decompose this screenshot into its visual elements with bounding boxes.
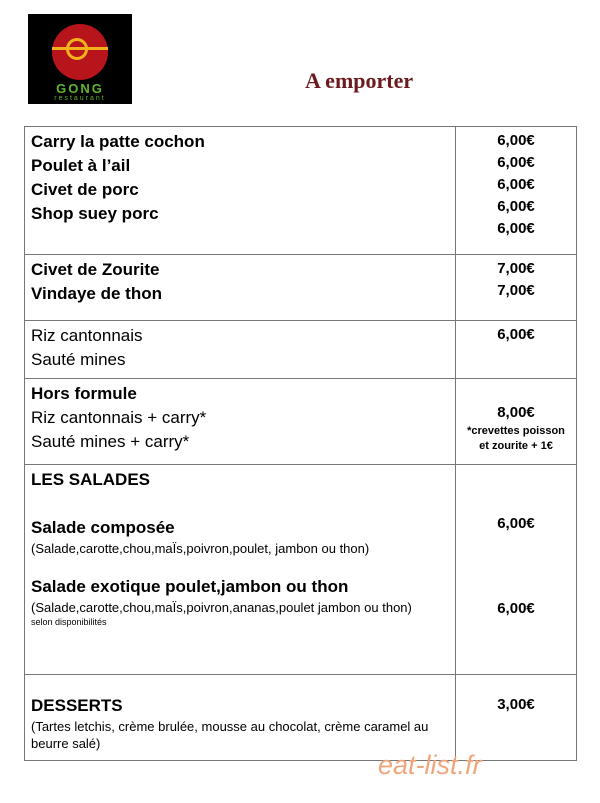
menu-prices-cell — [456, 127, 577, 255]
menu-item: Carry la patte cochon — [31, 132, 205, 151]
menu-item: Riz cantonnais + carry* — [31, 408, 207, 427]
menu-items-cell — [25, 127, 456, 255]
salade-name: Salade exotique poulet,jambon ou thon — [31, 577, 349, 596]
menu-row-hors-formule — [25, 379, 577, 465]
menu-items-cell — [25, 379, 456, 465]
logo-brand-text: GONG — [56, 81, 104, 96]
menu-price: 7,00€ — [497, 260, 535, 277]
menu-prices-cell — [456, 255, 577, 321]
menu-row-desserts — [25, 675, 577, 761]
menu-items-cell — [25, 675, 456, 761]
menu-items-cell — [25, 255, 456, 321]
menu-price: 3,00€ — [497, 696, 535, 713]
salade-name: Salade composée — [31, 518, 175, 537]
dessert-description: (Tartes letchis, crème brulée, mousse au chocolat, crème caramel au beurre salé) — [31, 719, 429, 751]
price-note: *crevettes poisson — [467, 425, 565, 437]
menu-price: 6,00€ — [497, 515, 535, 532]
logo-sub-text: restaurant — [54, 95, 106, 102]
salade-description: (Salade,carotte,chou,maÏs,poivron,ananas,poulet jambon ou thon) — [31, 600, 412, 615]
menu-prices-cell — [456, 675, 577, 761]
menu-price: 6,00€ — [497, 220, 535, 237]
menu-item: Vindaye de thon — [31, 284, 162, 303]
menu-row-zourite — [25, 255, 577, 321]
watermark: eat-list.fr — [378, 750, 482, 780]
section-heading: LES SALADES — [31, 470, 151, 489]
menu-price: 6,00€ — [497, 176, 535, 193]
menu-price: 8,00€ — [497, 404, 535, 421]
menu-item: Sauté mines + carry* — [31, 432, 190, 451]
price-note: et zourite + 1€ — [479, 440, 553, 452]
menu-table — [24, 126, 577, 761]
menu-price: 6,00€ — [497, 132, 535, 149]
logo-gold-ring — [66, 38, 88, 60]
logo-red-circle — [52, 24, 108, 80]
section-heading: Hors formule — [31, 384, 137, 403]
section-heading: DESSERTS — [31, 696, 123, 715]
menu-item: Riz cantonnais — [31, 326, 143, 345]
menu-item: Shop suey porc — [31, 204, 159, 223]
menu-row-riz — [25, 321, 577, 379]
menu-prices-cell — [456, 321, 577, 379]
page-title: A emporter — [305, 68, 414, 93]
salade-description: (Salade,carotte,chou,maÏs,poivron,poulet, jambon ou thon) — [31, 541, 370, 556]
menu-item: Civet de Zourite — [31, 260, 160, 279]
menu-row-carry — [25, 127, 577, 255]
menu-prices-cell — [456, 465, 577, 675]
menu-item: Sauté mines — [31, 350, 126, 369]
menu-row-salades — [25, 465, 577, 675]
menu-items-cell — [25, 465, 456, 675]
menu-price: 6,00€ — [497, 326, 535, 343]
menu-price: 6,00€ — [497, 154, 535, 171]
menu-prices-cell — [456, 379, 577, 465]
salade-note: selon disponibilités — [31, 617, 107, 627]
menu-items-cell — [25, 321, 456, 379]
menu-price: 6,00€ — [497, 198, 535, 215]
menu-item: Poulet à l’ail — [31, 156, 131, 175]
gong-logo — [28, 14, 132, 104]
menu-price: 6,00€ — [497, 600, 535, 617]
menu-price: 7,00€ — [497, 282, 535, 299]
menu-item: Civet de porc — [31, 180, 139, 199]
